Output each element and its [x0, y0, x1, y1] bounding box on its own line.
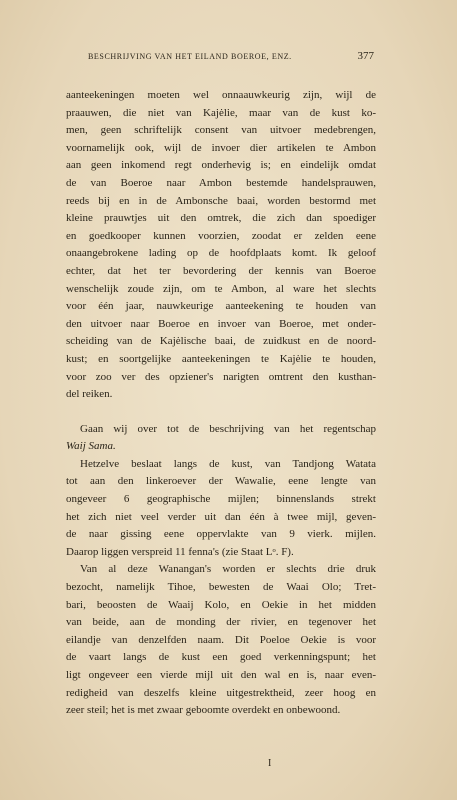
- text-line: kust; en soortgelijke aanteekeningen te Kajėlie te houden,: [66, 352, 376, 365]
- text-line: aanteekeningen moeten wel onnaauwkeurig zijn, wijl de: [66, 89, 376, 101]
- text-line: de vaart langs de kust een goed verkenningspunt; het: [66, 651, 376, 664]
- text-line: zeer steil; het is met zwaar geboomte overdekt en onbewoond.: [66, 704, 341, 717]
- text-line: voor één jaar, nauwkeurige aanteekening te houden van: [66, 300, 376, 313]
- text-line: eilandje van denzelfden naam. Dit Poeloe Oekie is voor: [66, 633, 376, 646]
- text-line: Daarop liggen verspreid 11 fenna's (zie Staat Lᵒ. F).: [66, 545, 294, 558]
- running-title: BESCHRIJVING VAN HET EILAND BOEROE, ENZ.: [88, 52, 292, 61]
- body-text: [66, 87, 376, 720]
- text-line: Hetzelve beslaat langs de kust, van Tandjong Watata: [80, 457, 376, 470]
- text-line: aan geen inkomend regt onderhevig is; en eindelijk omdat: [66, 159, 376, 172]
- text-line: wenschelijk zoude zijn, om te Ambon, al ware het slechts: [66, 282, 376, 295]
- running-header: [88, 52, 374, 61]
- text-line: reeds bij en in de Ambonsche baai, worden bestormd met: [66, 194, 376, 207]
- text-line: ligt ongeveer een vierde mijl uit den wal en is, naar even-: [66, 669, 376, 681]
- text-line: praauwen, die niet van Kajėlie, maar van de kust ko-: [66, 106, 376, 119]
- text-line: del reiken.: [66, 388, 113, 401]
- text-line: tot aan den linkeroever der Wawalie, eene lengte van: [66, 475, 376, 488]
- text-line: kleine prauwtjes uit den omtrek, die zich dan spoediger: [66, 212, 376, 225]
- text-line: het zich niet veel verder uit dan één à twee mijl, geven-: [66, 510, 376, 523]
- text-line: voor zoo ver des opziener's narigten omtrent den kusthan-: [66, 370, 376, 383]
- text-line: van beide, aan de monding der rivier, en tegenover het: [66, 616, 376, 629]
- text-line: bari, beoosten de Waaij Kolo, en Oekie in het midden: [66, 598, 376, 611]
- text-line: redigheid van deszelfs kleine uitgestrektheid, zeer hoog en: [66, 686, 376, 699]
- text-line: Van al deze Wanangan's worden er slechts drie druk: [80, 563, 376, 576]
- paragraph-1: [66, 87, 376, 404]
- signature-mark: I: [268, 758, 272, 769]
- text-line: den uitvoer naar Boeroe en invoer van Boeroe, met onder-: [66, 317, 376, 330]
- paragraph-3: [66, 456, 376, 562]
- text-line: en goedkooper kunnen voorzien, zoodat er zelden eene: [66, 229, 376, 242]
- text-line: de van Boeroe naar Ambon bestemde handelsprauwen,: [66, 176, 376, 189]
- text-line: de naar gissing eene oppervlakte van 9 vierk. mijlen.: [66, 528, 376, 541]
- text-line: bezocht, namelijk Tihoe, bewesten de Waai Olo; Tret-: [66, 581, 376, 594]
- text-line: men, geen schriftelijk consent van uitvoer medebrengen,: [66, 124, 376, 137]
- paragraph-4: [66, 561, 376, 719]
- text-line: Gaan wij over tot de beschrijving van het regentschap: [80, 422, 376, 435]
- text-line: onaangebrokene lading op de hoofdplaats komt. Ik geloof: [66, 247, 376, 260]
- text-line: voornamelijk ook, wijl de invoer dier artikelen te Ambon: [66, 141, 376, 154]
- paragraph-2: [66, 421, 376, 456]
- text-line: echter, dat het ter bevordering der kennis van Boeroe: [66, 264, 376, 277]
- text-line: Waij Sama.: [66, 440, 116, 453]
- text-line: scheiding van de Kajėlische baai, de zuidkust en de noord-: [66, 335, 376, 348]
- text-line: ongeveer 6 geographische mijlen; binnenslands strekt: [66, 493, 376, 506]
- paragraph-gap: [66, 404, 376, 421]
- page-number: 377: [357, 50, 374, 62]
